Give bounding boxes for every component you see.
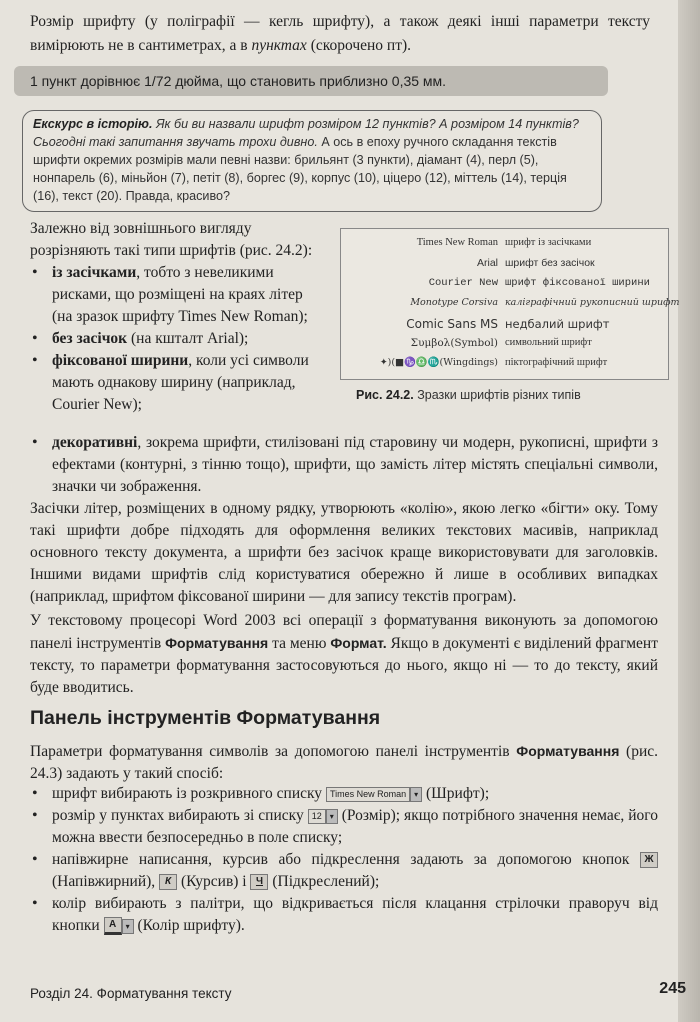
excursus-text: А ось в епоху ручного складання текстів шрифти окремих розмірів мали певні назви: брильянт (3 пункти), діамант (4), перл (5), нонпарель (6), міньйон (7), петіт (8), боргес (9), корпус (10), ціцеро (12), міттель (14), терція (16), текст (20). Правда, красиво? [33, 135, 567, 203]
point-definition-bar: 1 пункт дорівнює 1/72 дюйма, що становить приблизно 0,35 мм. [14, 66, 608, 96]
list-item: • шрифт вибирають із розкривного списку Times New Roman ▾ (Шрифт); [30, 783, 658, 805]
intro-paragraph: Розмір шрифту (у поліграфії — кегль шрифту), а також деякі інші параметри тексту вимірюють не в сантиметрах, а в пунктах (скорочено пт). [30, 13, 650, 54]
panel-items-list [30, 783, 658, 937]
font-samples-figure [340, 228, 680, 380]
chapter-footer: Розділ 24. Форматування тексту [30, 986, 232, 1001]
font-name-combobox: Times New Roman [326, 787, 410, 802]
chevron-down-icon: ▾ [326, 809, 338, 824]
excursus-title: Екскурс в історію. [33, 117, 153, 131]
page-number: 245 [659, 980, 686, 997]
font-sample-row: Monotype Corsiva каліграфічний рукописний шрифт [410, 297, 680, 308]
font-sample-row: ✦)(■♑♎♏(Wingdings) піктографічний шрифт [379, 357, 608, 368]
chevron-down-icon: ▾ [410, 787, 422, 802]
bold-icon: Ж [640, 852, 658, 868]
font-sample-row: Arial шрифт без засічок [476, 257, 595, 269]
word-paragraph: У текстовому процесорі Word 2003 всі операції з форматування виконують за допомогою панелі інструментів Форматування та меню Формат. Якщо в документі є виділений фрагмент тексту, то параметри форматування застосовуються до нього, якщо ні — то до тексту, який буде вводитись. [30, 612, 658, 696]
underline-icon: Ч [250, 874, 268, 890]
chevron-down-icon: ▾ [122, 919, 134, 934]
list-item: • колір вибирають з палітри, що відкривається після клацання стрілочки праворуч від кнопки A ▾ (Колір шрифту). [30, 893, 658, 937]
italic-icon: К [159, 874, 177, 890]
intro-term: пунктах [251, 37, 307, 54]
font-sample-row: Συμβολ(Symbol) символьний шрифт [410, 337, 592, 349]
font-sample-row: Times New Roman шрифт із засічками [416, 237, 592, 248]
font-sample-row: Comic Sans MS недбалий шрифт [406, 317, 610, 331]
font-size-combobox: 12 [308, 809, 326, 824]
font-types-lead: Залежно від зовнішнього вигляду розрізняють такі типи шрифтів (рис. 24.2): [30, 220, 313, 259]
history-excursus-box [22, 110, 602, 212]
panel-paragraph: Параметри форматування символів за допомогою панелі інструментів Форматування (рис. 24.3) задають у такий спосіб: [30, 743, 659, 782]
list-item: • із засічками, тобто з невеликими рисками, що розміщені на краях літер (на зразок шрифту Times New Roman); [30, 262, 325, 328]
list-item: • декоративні, зокрема шрифти, стилізовані під старовину чи модерн, рукописні, шрифти з ефектами (контурні, з тінню тощо), шрифти, що замість літер містять спеціальні символи, значки чи зображення. [30, 432, 658, 498]
section-heading: Панель інструментів Форматування [30, 707, 381, 729]
font-types-list [30, 262, 325, 416]
decorative-item [30, 432, 658, 498]
font-color-icon: A [104, 917, 122, 935]
font-sample-row: Courier New шрифт фіксованої ширини [428, 277, 650, 289]
list-item: • розмір у пунктах вибирають зі списку 12 ▾ (Розмір); якщо потрібного значення немає, його можна ввести безпосередньо в поле списку; [30, 805, 658, 849]
excursus-question: Як би ви назвали шрифт розміром 12 пунктів? А розміром 14 пунктів? Сьогодні такі запитання звучать трохи дивно. [33, 117, 579, 149]
font-types-column [30, 218, 325, 416]
figure-caption: Рис. 24.2. Зразки шрифтів різних типів [356, 388, 581, 402]
page-edge [678, 0, 700, 1022]
list-item: • фіксованої ширини, коли усі символи мають однакову ширину (наприклад, Courier New); [30, 350, 325, 416]
list-item: • напівжирне написання, курсив або підкреслення задають за допомогою кнопок Ж (Напівжирний), К (Курсив) і Ч (Підкреслений); [30, 849, 658, 893]
list-item: • без засічок (на кшталт Arial); [30, 328, 325, 350]
serifs-paragraph: Засічки літер, розміщених в одному рядку, утворюють «колію», якою легко «бігти» оку. Тому такі шрифти добре підходять для оформлення великих текстових масивів, наприклад основного тексту документа, а шрифти без засічок краще використовувати для заголовків. Іншими видами шрифтів слід користуватися обережно й лише в особливих випадках (наприклад, шрифтом фіксованої ширини — для запису текстів програм). [30, 500, 658, 605]
